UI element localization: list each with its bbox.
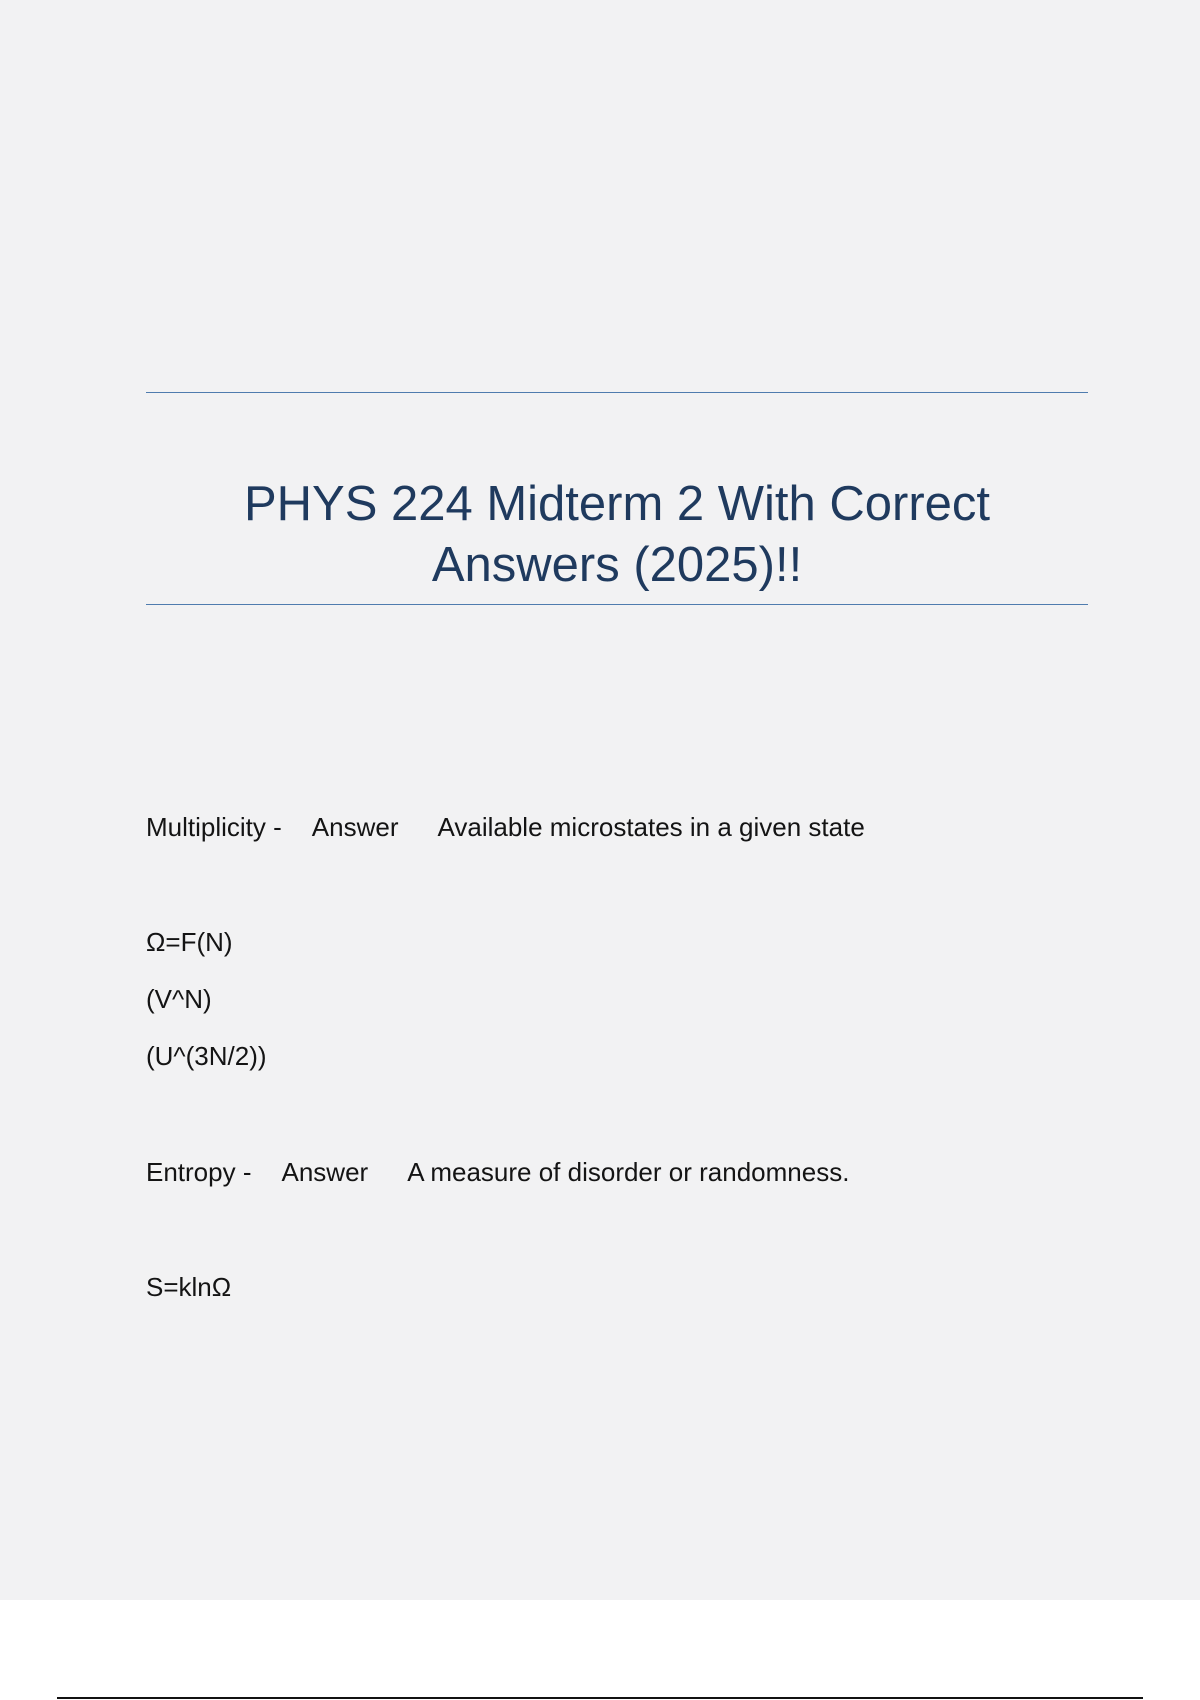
term: Multiplicity - [146, 812, 282, 842]
answer-label: Answer [311, 812, 399, 842]
title-top-rule [146, 392, 1088, 393]
formula-line: Ω=F(N) [146, 927, 233, 957]
formula-line: (V^N) [146, 984, 212, 1014]
formula-line: (U^(3N/2)) [146, 1041, 267, 1071]
document-title: PHYS 224 Midterm 2 With Correct Answers (2025)!! [243, 477, 991, 592]
formula-line: S=klnΩ [146, 1272, 232, 1302]
term: Entropy - [146, 1157, 252, 1187]
qa-item-multiplicity [146, 812, 865, 842]
answer-text: A measure of disorder or randomness. [407, 1157, 850, 1187]
qa-item-entropy [146, 1157, 849, 1187]
footer-rule [57, 1697, 1143, 1699]
answer-text: Available microstates in a given state [437, 812, 865, 842]
title-bottom-rule [146, 604, 1088, 605]
answer-label: Answer [281, 1157, 369, 1187]
